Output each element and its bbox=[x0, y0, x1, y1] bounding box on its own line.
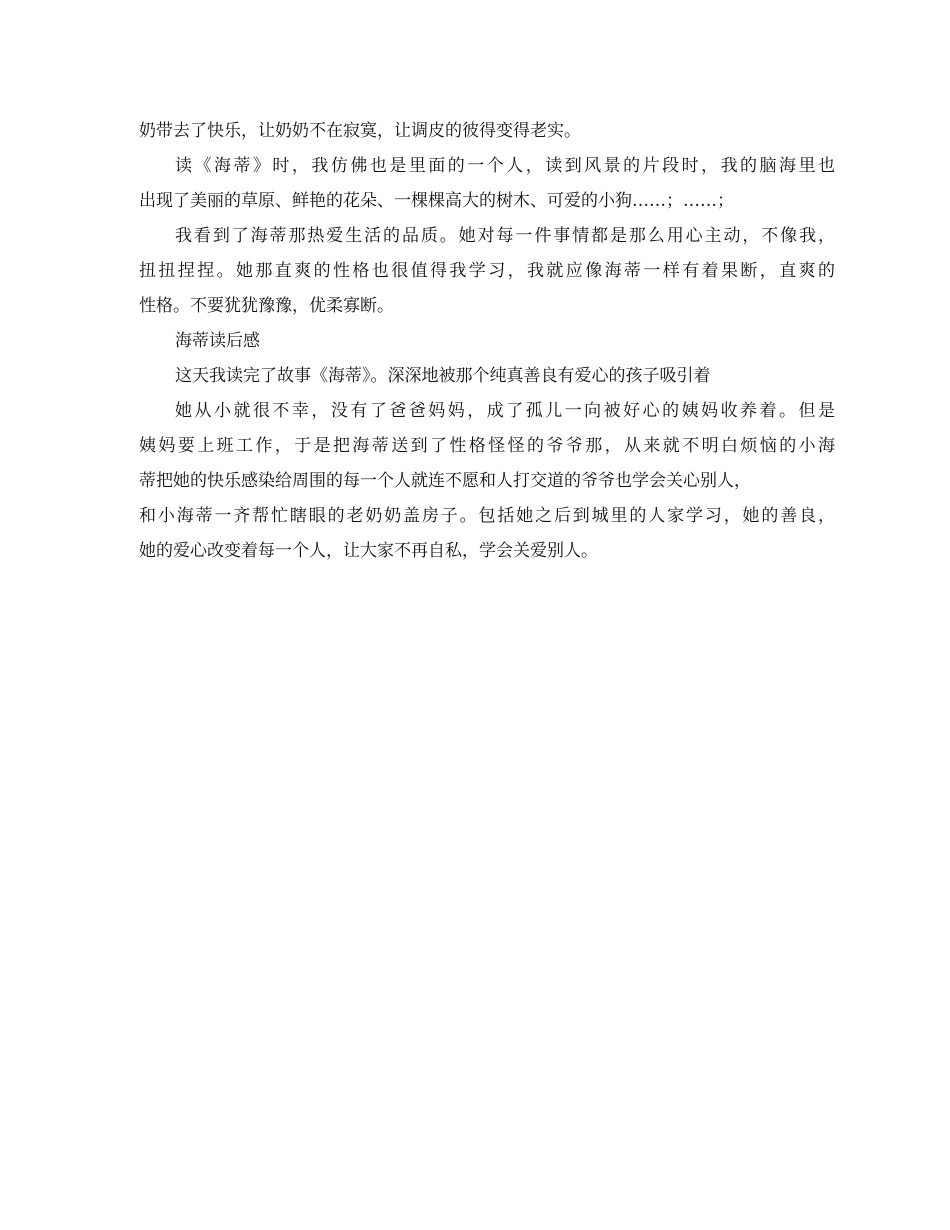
text-line: 她从小就很不幸，没有了爸爸妈妈，成了孤儿一向被好心的姨妈收养着。但是 bbox=[175, 401, 835, 421]
text-line: 她的爱心改变着每一个人，让大家不再自私，学会关爱别人。 bbox=[139, 541, 598, 561]
text-line: 和小海蒂一齐帮忙瞎眼的老奶奶盖房子。包括她之后到城里的人家学习，她的善良， bbox=[139, 506, 835, 526]
text-line: 读《海蒂》时，我仿佛也是里面的一个人，读到风景的片段时，我的脑海里也 bbox=[175, 156, 835, 176]
section-heading: 海蒂读后感 bbox=[175, 331, 260, 351]
text-line: 扭扭捏捏。她那直爽的性格也很值得我学习，我就应像海蒂一样有着果断，直爽的 bbox=[139, 261, 835, 281]
text-line: 姨妈要上班工作，于是把海蒂送到了性格怪怪的爷爷那，从来就不明白烦恼的小海 bbox=[139, 436, 835, 456]
text-line: 奶带去了快乐，让奶奶不在寂寞，让调皮的彼得变得老实。 bbox=[139, 121, 581, 141]
text-line: 这天我读完了故事《海蒂》。深深地被那个纯真善良有爱心的孩子吸引着 bbox=[175, 366, 711, 386]
text-line: 我看到了海蒂那热爱生活的品质。她对每一件事情都是那么用心主动，不像我， bbox=[175, 226, 835, 246]
text-line: 蒂把她的快乐感染给周围的每一个人就连不愿和人打交道的爷爷也学会关心别人， bbox=[139, 471, 751, 491]
text-line: 性格。不要犹犹豫豫，优柔寡断。 bbox=[139, 296, 394, 316]
text-line: 出现了美丽的草原、鲜艳的花朵、一棵棵高大的树木、可爱的小狗……；……； bbox=[139, 191, 734, 211]
document-body bbox=[139, 114, 835, 569]
